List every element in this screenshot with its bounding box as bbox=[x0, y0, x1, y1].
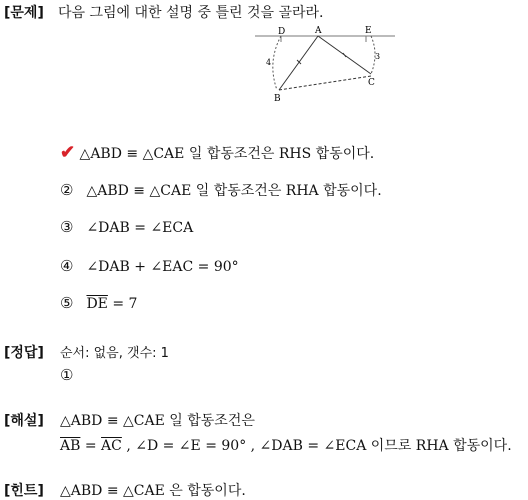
explanation-line-1: △ABD ≡ △CAE 일 합동조건은 bbox=[60, 413, 255, 429]
hint-text: △ABD ≡ △CAE 은 합동이다. bbox=[60, 483, 246, 499]
option-5[interactable] bbox=[60, 294, 137, 312]
check-icon: ✔ bbox=[60, 142, 76, 163]
option-2-rest: 일 합동조건은 RHA 합동이다. bbox=[191, 183, 382, 199]
option-3-number: ③ bbox=[60, 218, 74, 236]
length-CE-label: 3 bbox=[375, 52, 381, 61]
explanation-label: [해설] bbox=[4, 413, 44, 429]
option-1-lhs: △ABD ≡ △CAE bbox=[79, 146, 185, 162]
option-1-rest: 일 합동조건은 RHS 합동이다. bbox=[184, 146, 375, 162]
segment-BD bbox=[273, 36, 281, 90]
answer-line-1: 순서: 없음, 갯수: 1 bbox=[60, 346, 169, 361]
explanation-line-2-rest: , ∠D = ∠E = 90° , ∠DAB = ∠ECA 이므로 RHA 합동이다. bbox=[121, 438, 512, 454]
question-label: [문제] bbox=[4, 5, 44, 21]
explanation-eq: = bbox=[80, 438, 102, 454]
tick-AC bbox=[343, 53, 346, 57]
question-text: 다음 그림에 대한 설명 중 틀린 것을 골라라. bbox=[58, 5, 324, 21]
option-5-segment: $\overline{DE}$ bbox=[86, 296, 108, 312]
option-5-number: ⑤ bbox=[60, 294, 74, 312]
segment-AB bbox=[279, 36, 318, 90]
explanation-seg-AC: $\overline{AC}$ bbox=[101, 438, 122, 454]
length-BD-label: 4 bbox=[266, 58, 272, 67]
option-5-text: = 7 bbox=[107, 296, 138, 312]
option-2-number: ② bbox=[60, 181, 74, 199]
point-A-label: A bbox=[315, 26, 322, 36]
point-B-label: B bbox=[274, 94, 281, 104]
option-4-text: ∠DAB + ∠EAC = 90° bbox=[86, 259, 239, 275]
hint-label: [힌트] bbox=[4, 483, 44, 499]
answer-label: [정답] bbox=[4, 345, 44, 361]
option-3-text: ∠DAB = ∠ECA bbox=[86, 220, 194, 236]
option-4-number: ④ bbox=[60, 257, 74, 275]
answer-line-2: ① bbox=[60, 366, 74, 384]
option-2-lhs: △ABD ≡ △CAE bbox=[86, 183, 192, 199]
point-E-label: E bbox=[365, 26, 372, 36]
geometry-figure bbox=[255, 22, 400, 104]
option-1[interactable] bbox=[60, 142, 374, 163]
explanation-line-2 bbox=[60, 435, 512, 455]
explanation-seg-AB: $\overline{AB}$ bbox=[60, 438, 81, 454]
option-2[interactable] bbox=[60, 180, 382, 200]
segment-BC bbox=[279, 76, 371, 90]
point-C-label: C bbox=[368, 78, 375, 88]
option-3[interactable] bbox=[60, 218, 193, 236]
point-D-label: D bbox=[278, 27, 286, 37]
option-4[interactable] bbox=[60, 257, 239, 275]
